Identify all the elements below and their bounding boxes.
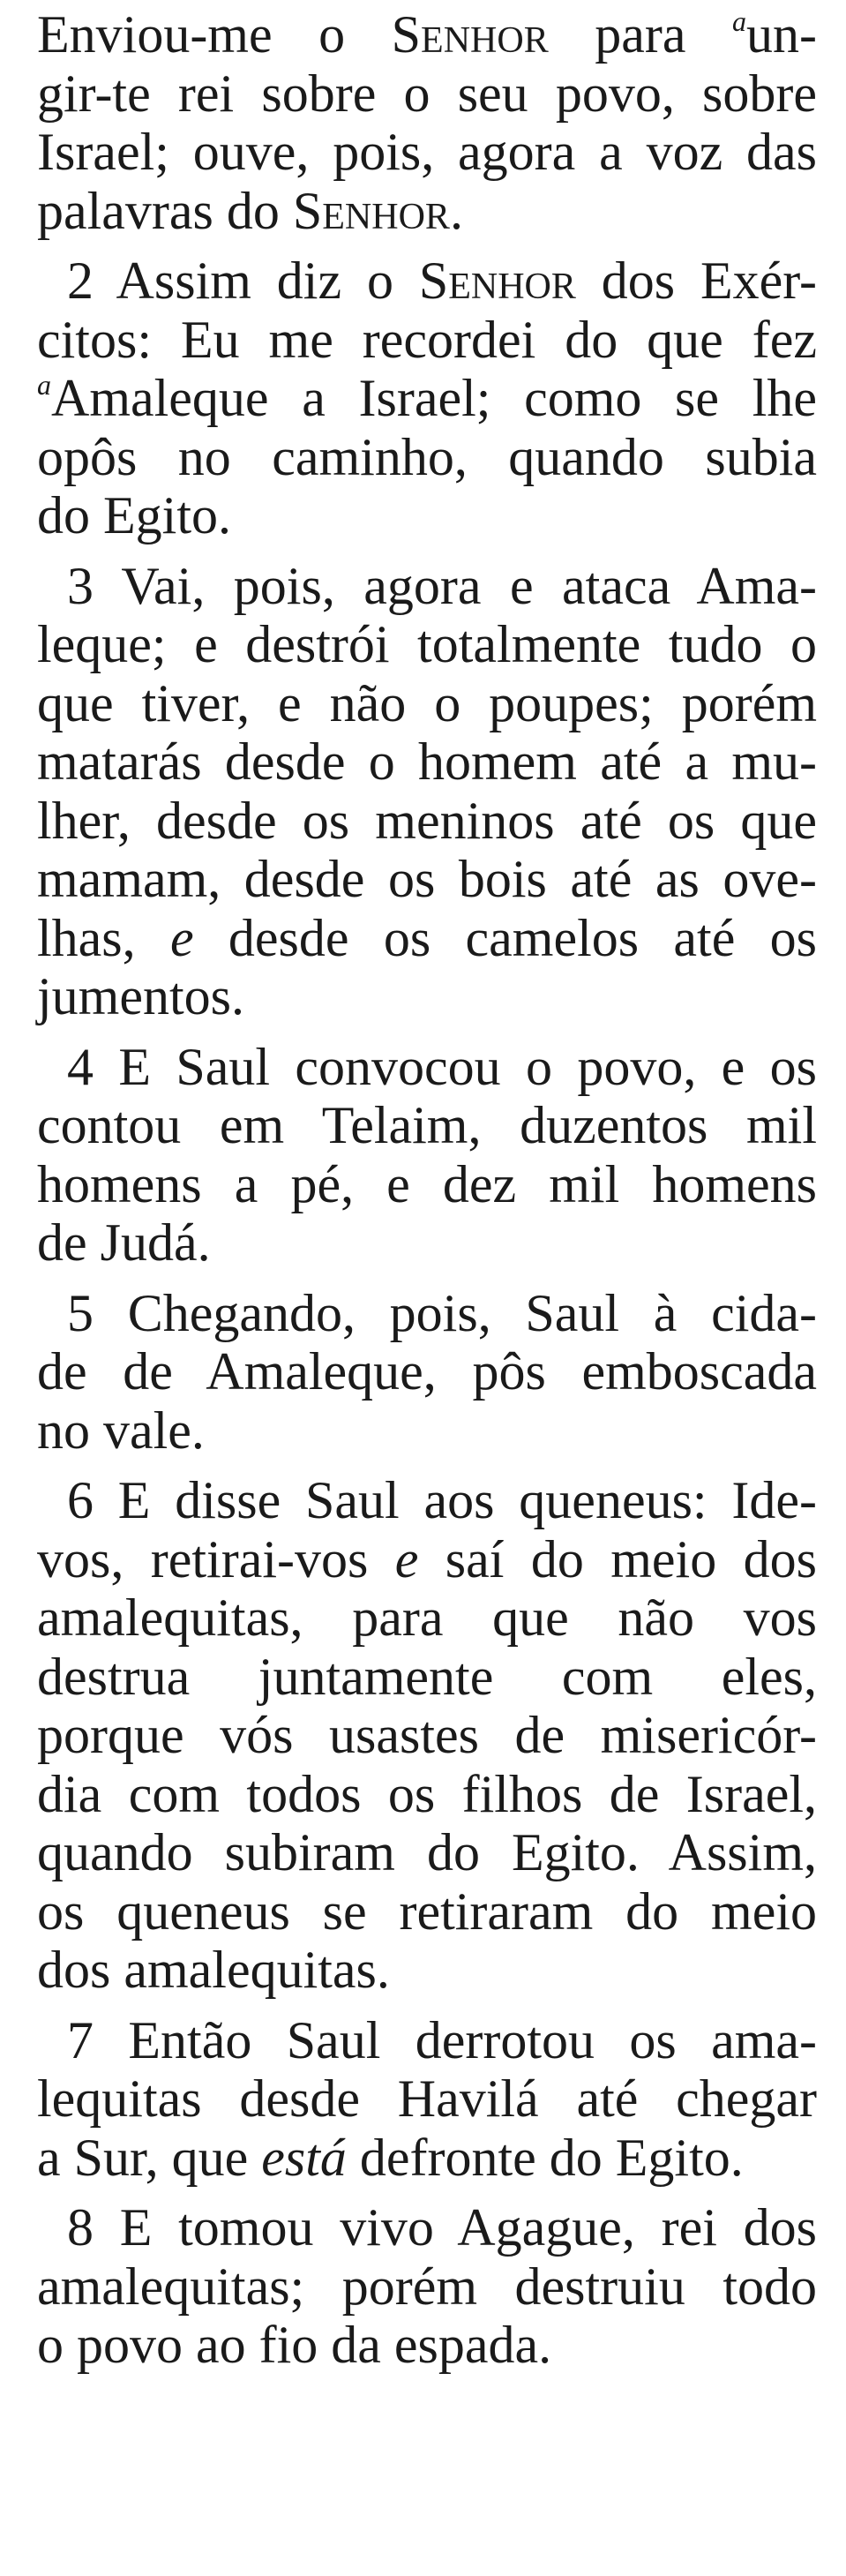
- text-line: Israel; ouve, pois, agora a voz das: [37, 123, 817, 181]
- text-line: destrua juntamente com eles,: [37, 1647, 817, 1706]
- text-line: 7 Então Saul derrotou os ama-: [67, 2010, 817, 2069]
- verse-4: [37, 1038, 817, 1273]
- lord-small-caps: Senhor: [292, 181, 450, 240]
- italic-word: e: [169, 908, 194, 967]
- text-line: gir-te rei sobre o seu povo, sobre: [37, 64, 817, 123]
- text-run: a Sur, que: [37, 2128, 262, 2187]
- text-line: 8 E tomou vivo Agague, rei dos: [67, 2198, 817, 2257]
- paragraph-gap: [37, 2187, 817, 2198]
- italic-word: está: [261, 2128, 347, 2187]
- text-line: citos: Eu me recordei do que fez: [37, 310, 817, 369]
- text-run: saí do meio dos: [418, 1529, 817, 1588]
- text-run: para: [548, 5, 733, 64]
- text-run: desde os camelos até os: [193, 908, 817, 967]
- text-line: porque vós usastes de misericór-: [37, 1706, 817, 1764]
- italic-word: e: [394, 1529, 419, 1588]
- text-line: opôs no caminho, quando subia: [37, 427, 817, 486]
- verse-3: [37, 557, 817, 1026]
- text-run: Amaleque a Israel; como se lhe: [51, 369, 817, 427]
- text-line: de Judá.: [37, 1213, 211, 1272]
- verse-2: [37, 252, 817, 545]
- text-run: palavras do: [37, 181, 293, 240]
- scripture-page: [37, 5, 817, 2375]
- text-line: [37, 909, 817, 968]
- text-line: do Egito.: [37, 486, 231, 544]
- text-line: jumentos.: [37, 967, 244, 1025]
- text-line: [37, 1530, 817, 1589]
- text-line: amalequitas; porém destruiu todo: [37, 2257, 817, 2316]
- text-line: o povo ao fio da espada.: [37, 2316, 552, 2374]
- text-run: lhas,: [37, 908, 170, 967]
- text-run: defronte do Egito.: [346, 2128, 744, 2187]
- paragraph-gap: [37, 545, 817, 557]
- text-line: os queneus se retiraram do meio: [37, 1881, 817, 1941]
- footnote-marker: a: [37, 369, 51, 401]
- text-run: vos, retirai-vos: [37, 1529, 395, 1588]
- text-line: 5 Chegando, pois, Saul à cida-: [67, 1283, 817, 1342]
- paragraph-gap: [37, 1026, 817, 1038]
- text-run: .: [449, 181, 463, 240]
- verse-6: [37, 1471, 817, 2000]
- text-line: que tiver, e não o poupes; porém: [37, 673, 817, 732]
- text-line: no vale.: [37, 1401, 205, 1460]
- footnote-marker: a: [732, 5, 747, 37]
- text-line: [37, 182, 817, 241]
- verse-1-continuation: [37, 5, 817, 240]
- text-line: mamam, desde os bois até as ove-: [37, 850, 817, 908]
- text-line: lequitas desde Havilá até chegar: [37, 2069, 817, 2128]
- text-line: leque; e destrói totalmente tudo o: [37, 615, 817, 673]
- text-line: [37, 252, 817, 311]
- text-line: dia com todos os filhos de Israel,: [37, 1764, 817, 1823]
- text-line: de de Amaleque, pôs emboscada: [37, 1342, 817, 1401]
- verse-8: [37, 2198, 817, 2375]
- text-run: un-: [746, 5, 817, 64]
- verse-7: [37, 2011, 817, 2188]
- text-line: quando subiram do Egito. Assim,: [37, 1823, 817, 1881]
- text-line: [37, 2129, 817, 2188]
- paragraph-gap: [37, 2000, 817, 2011]
- lord-small-caps: Senhor: [418, 252, 576, 310]
- text-line: [37, 369, 817, 428]
- lord-small-caps: Senhor: [391, 5, 549, 64]
- text-line: matarás desde o homem até a mu-: [37, 732, 817, 791]
- text-run: 2 Assim diz o: [67, 252, 419, 310]
- text-line: homens a pé, e dez mil homens: [37, 1154, 817, 1213]
- paragraph-gap: [37, 1460, 817, 1471]
- text-line: 6 E disse Saul aos queneus: Ide-: [67, 1471, 817, 1529]
- text-run: Enviou-me o: [37, 5, 392, 64]
- text-line: contou em Telaim, duzentos mil: [37, 1096, 817, 1154]
- text-line: 4 E Saul convocou o povo, e os: [67, 1037, 817, 1096]
- text-line: amalequitas, para que não vos: [37, 1588, 817, 1647]
- verse-5: [37, 1284, 817, 1461]
- text-run: dos Exér-: [575, 252, 818, 310]
- paragraph-gap: [37, 1273, 817, 1284]
- text-line: [37, 5, 817, 64]
- text-line: lher, desde os meninos até os que: [37, 791, 817, 850]
- text-line: 3 Vai, pois, agora e ataca Ama-: [67, 556, 817, 615]
- paragraph-gap: [37, 240, 817, 252]
- text-line: dos amalequitas.: [37, 1941, 390, 1999]
